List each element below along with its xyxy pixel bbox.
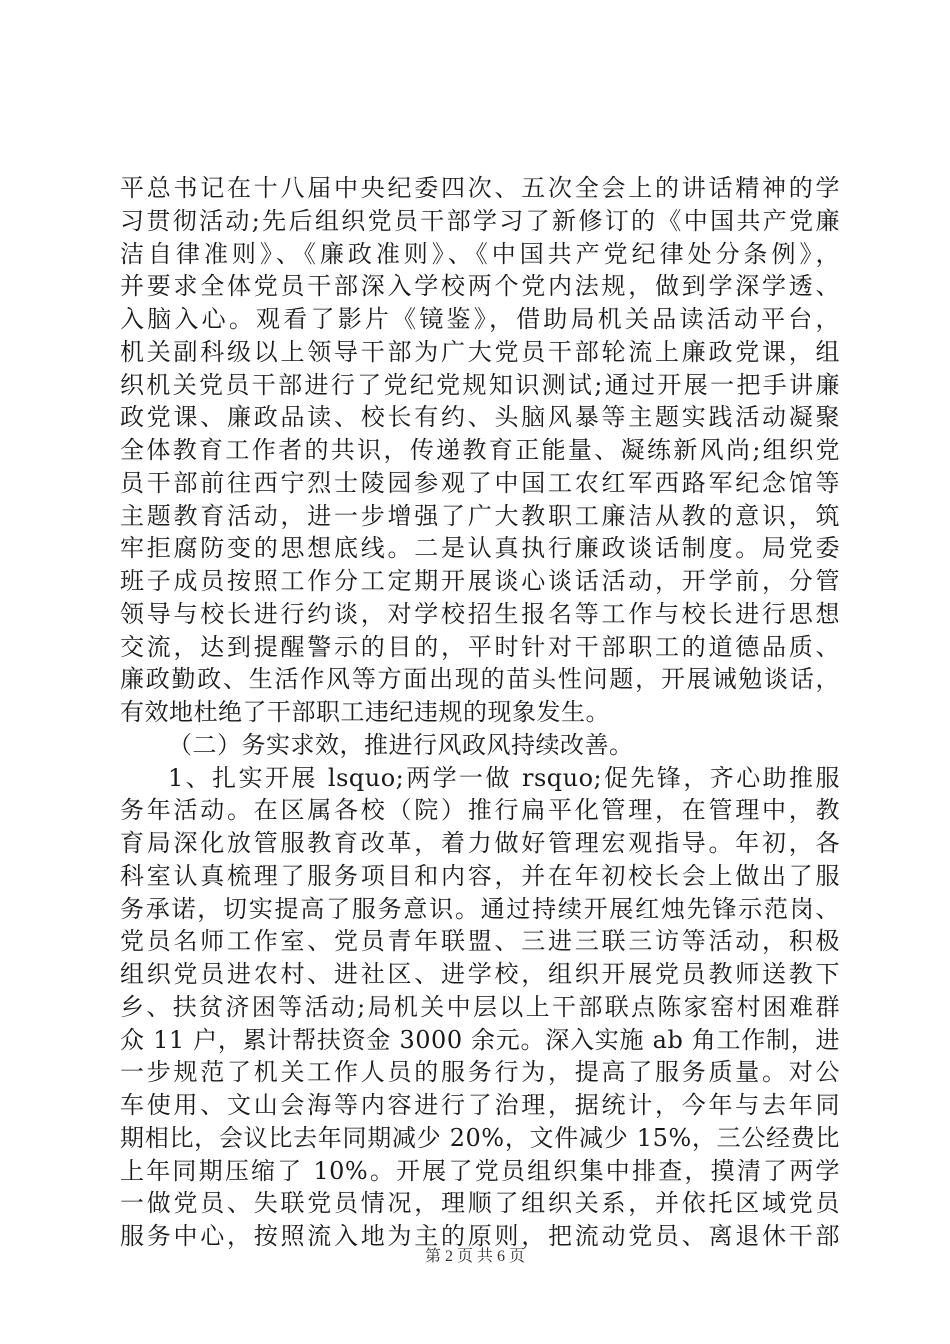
text-line: 班子成员按照工作分工定期开展谈心谈话活动，开学前，分管 [120, 567, 840, 595]
text-line: 织机关党员干部进行了党纪党规知识测试;通过开展一把手讲廉 [120, 370, 840, 399]
text-line: 领导与校长进行约谈，对学校招生报名等工作与校长进行思想 [120, 599, 840, 628]
text-line: 洁自律准则》、《廉政准则》、《中国共产党纪律处分条例》， [120, 239, 840, 268]
text-line: 牢拒腐防变的思想底线。二是认真执行廉政谈话制度。局党委 [120, 534, 840, 563]
text-line: 科室认真梳理了服务项目和内容，并在年初校长会上做出了服 [120, 861, 840, 890]
text-line: 交流，达到提醒警示的目的，平时针对干部职工的道德品质、 [120, 632, 840, 661]
text-line: 主题教育活动，进一步增强了广大教职工廉洁从教的意识，筑 [120, 501, 840, 530]
text-line: 上年同期压缩了 10%。开展了党员组织集中排查，摸清了两学 [120, 1156, 840, 1185]
text-line: 员干部前往西宁烈士陵园参观了中国工农红军西路军纪念馆等 [120, 468, 840, 497]
text-line: 服务中心，按照流入地为主的原则，把流动党员、离退休干部 [120, 1222, 840, 1250]
text-line: 习贯彻活动;先后组织党员干部学习了新修订的《中国共产党廉 [120, 206, 840, 235]
text-line: 入脑入心。观看了影片《镜鉴》，借助局机关品读活动平台， [120, 305, 840, 333]
text-line: 乡、扶贫济困等活动;局机关中层以上干部联点陈家窑村困难群 [120, 992, 840, 1021]
text-line: 并要求全体党员干部深入学校两个党内法规，做到学深学透、 [120, 272, 840, 301]
text-line: 机关副科级以上领导干部为广大党员干部轮流上廉政党课，组 [120, 337, 840, 366]
text-line: 平总书记在十八届中央纪委四次、五次全会上的讲话精神的学 [120, 174, 840, 202]
text-line: 一步规范了机关工作人员的服务行为，提高了服务质量。对公 [120, 1058, 840, 1087]
text-line: 1、扎实开展 lsquo;两学一做 rsquo;促先锋，齐心助推服 [168, 763, 840, 792]
text-line: 一做党员、失联党员情况，理顺了组织关系，并依托区域党员 [120, 1189, 840, 1218]
text-line: 廉政勤政、生活作风等方面出现的苗头性问题，开展诫勉谈话， [120, 665, 840, 694]
text-line: 有效地杜绝了干部职工违纪违规的现象发生。 [120, 698, 610, 726]
document-body [120, 172, 840, 1253]
text-line: 车使用、文山会海等内容进行了治理，据统计，今年与去年同 [120, 1091, 840, 1119]
text-line: 育局深化放管服教育改革，着力做好管理宏观指导。年初，各 [120, 829, 840, 857]
text-line: 务承诺，切实提高了服务意识。通过持续开展红烛先锋示范岗、 [120, 894, 840, 923]
text-line: 全体教育工作者的共识，传递教育正能量、凝练新风尚;组织党 [120, 436, 840, 464]
text-line: 务年活动。在区属各校（院）推行扁平化管理，在管理中，教 [120, 796, 840, 825]
text-line: 政党课、廉政品读、校长有约、头脑风暴等主题实践活动凝聚 [120, 403, 840, 432]
text-line: 期相比，会议比去年同期减少 20%，文件减少 15%，三公经费比 [120, 1123, 840, 1152]
section-heading: （二）务实求效，推进行风政风持续改善。 [168, 730, 634, 759]
page-footer [0, 1243, 950, 1266]
text-line: 党员名师工作室、党员青年联盟、三进三联三访等活动，积极 [120, 927, 840, 956]
text-line: 众 11 户，累计帮扶资金 3000 余元。深入实施 ab 角工作制，进 [120, 1025, 840, 1054]
text-line: 组织党员进农村、进社区、进学校，组织开展党员教师送教下 [120, 960, 840, 988]
page-number-label: 第 2 页 共 6 页 [424, 1248, 525, 1265]
